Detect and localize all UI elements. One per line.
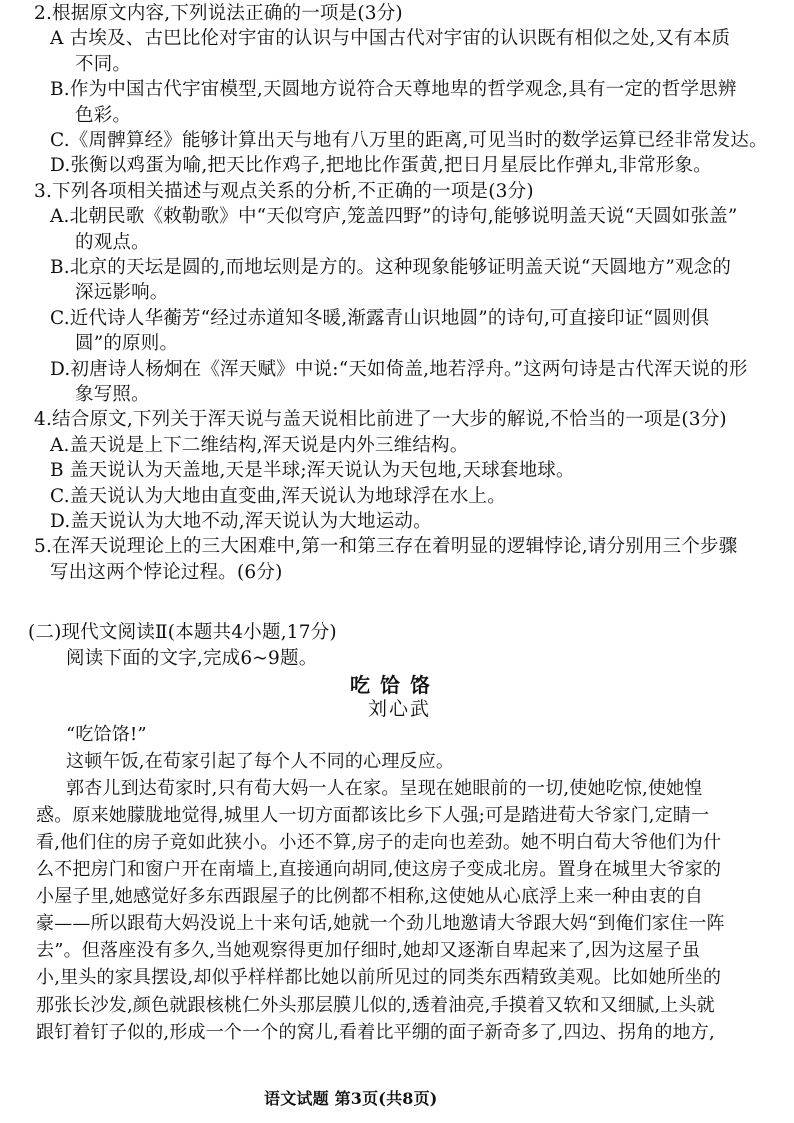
article-paragraph-line: 小屋子里,她感觉好多东西跟屋子的比例都不相称,这使她从心底浮上来一种由衷的自 <box>36 886 704 908</box>
option-A: 的观点。 <box>75 231 150 253</box>
question-5-stem: 5.在浑天说理论上的三大困难中,第一和第三存在着明显的逻辑悖论,请分别用三个步骤 <box>34 536 738 558</box>
question-2-stem: 2.根据原文内容,下列说法正确的一项是(3分) <box>34 3 403 24</box>
question-3-stem: 3.下列各项相关描述与观点关系的分析,不正确的一项是(3分) <box>34 180 534 202</box>
article-author: 刘心武 <box>368 698 432 720</box>
article-paragraph-line: 惑。原来她朦胧地觉得,城里人一切方面都该比乡下人强;可是踏进荀大爷家门,定睛一 <box>36 805 710 827</box>
article-paragraph-line: 郭杏儿到达荀家时,只有荀大妈一人在家。呈现在她眼前的一切,使她吃惊,使她惶 <box>66 778 703 800</box>
option-A: 不同。 <box>75 53 132 75</box>
question-4-stem: 4.结合原文,下列关于浑天说与盖天说相比前进了一大步的解说,不恰当的一项是(3分) <box>34 409 727 431</box>
option-D: D.盖天说认为大地不动,浑天说认为大地运动。 <box>50 511 432 532</box>
option-D: 象写照。 <box>75 384 150 405</box>
article-paragraph-line: 豪——所以跟荀大妈没说上十来句话,她就一个劲儿地邀请大爷跟大妈“到俺们家住一阵 <box>36 913 725 935</box>
option-B: B 盖天说认为天盖地,天是半球;浑天说认为天包地,天球套地球。 <box>50 460 575 482</box>
article-paragraph-line: 那张长沙发,颜色就跟核桃仁外头那层膜儿似的,透着油亮,手摸着又软和又细腻,上头就 <box>36 994 715 1016</box>
option-B: B.北京的天坛是圆的,而地坛则是方的。这种现象能够证明盖天说“天圆地方”观念的 <box>50 257 732 278</box>
option-C: C.近代诗人华蘅芳“经过赤道知冬暖,渐露青山识地圆”的诗句,可直接印证“圆则俱 <box>50 307 710 329</box>
article-paragraph-line: 这顿午饭,在荀家引起了每个人不同的心理反应。 <box>66 751 455 773</box>
article-paragraph-line: 去”。但落座没有多久,当她观察得更加仔细时,她却又逐渐自卑起来了,因为这屋子虽 <box>36 940 701 962</box>
page-footer: 语文试题 第3页(共8页) <box>264 1089 438 1108</box>
option-B: 色彩。 <box>75 104 132 126</box>
question-5-stem: 写出这两个悖论过程。(6分) <box>50 561 283 583</box>
section-heading: (二)现代文阅读Ⅱ(本题共4小题,17分) <box>28 622 337 643</box>
option-A: A.北朝民歌《敕勒歌》中“天似穹庐,笼盖四野”的诗句,能够说明盖天说“天圆如张盖” <box>50 206 738 228</box>
option-A: A 古埃及、古巴比伦对宇宙的认识与中国古代对宇宙的认识既有相似之处,又有本质 <box>50 28 731 50</box>
article-paragraph-line: 么不把房门和窗户开在南墙上,直接通向胡同,使这房子变成北房。置身在城里大爷家的 <box>36 859 722 881</box>
option-A: A.盖天说是上下二维结构,浑天说是内外三维结构。 <box>50 434 469 456</box>
article-paragraph-line: 跟钉着钉子似的,形成一个一个的窝儿,看着比平绷的面子新奇多了,四边、拐角的地方, <box>36 1021 715 1043</box>
option-D: D.张衡以鸡蛋为喻,把天比作鸡子,把地比作蛋黄,把日月星辰比作弹丸,非常形象。 <box>50 155 712 177</box>
option-D: D.初唐诗人杨炯在《浑天赋》中说:“天如倚盖,地若浮舟。”这两句诗是古代浑天说的形 <box>50 358 748 380</box>
option-C: 圆”的原则。 <box>75 333 179 355</box>
option-B: B.作为中国古代宇宙模型,天圆地方说符合天尊地卑的哲学观念,具有一定的哲学思辨 <box>50 79 737 101</box>
option-C: C.《周髀算经》能够计算出天与地有八万里的距离,可见当时的数学运算已经非常发达。 <box>50 130 768 151</box>
option-C: C.盖天说认为大地由直变曲,浑天说认为地球浮在水上。 <box>50 485 506 507</box>
section-instruction: 阅读下面的文字,完成6~9题。 <box>66 648 318 669</box>
article-paragraph-line: “吃饸饹!” <box>66 724 147 745</box>
article-paragraph-line: 看,他们住的房子竟如此狭小。小还不算,房子的走向也差劲。她不明白荀大爷他们为什 <box>36 832 722 854</box>
article-paragraph-line: 小,里头的家具摆设,却似乎样样都比她以前所见过的同类东西精致美观。比如她所坐的 <box>36 967 722 989</box>
article-title: 吃饸饹 <box>350 673 440 697</box>
option-B: 深远影响。 <box>75 282 169 304</box>
